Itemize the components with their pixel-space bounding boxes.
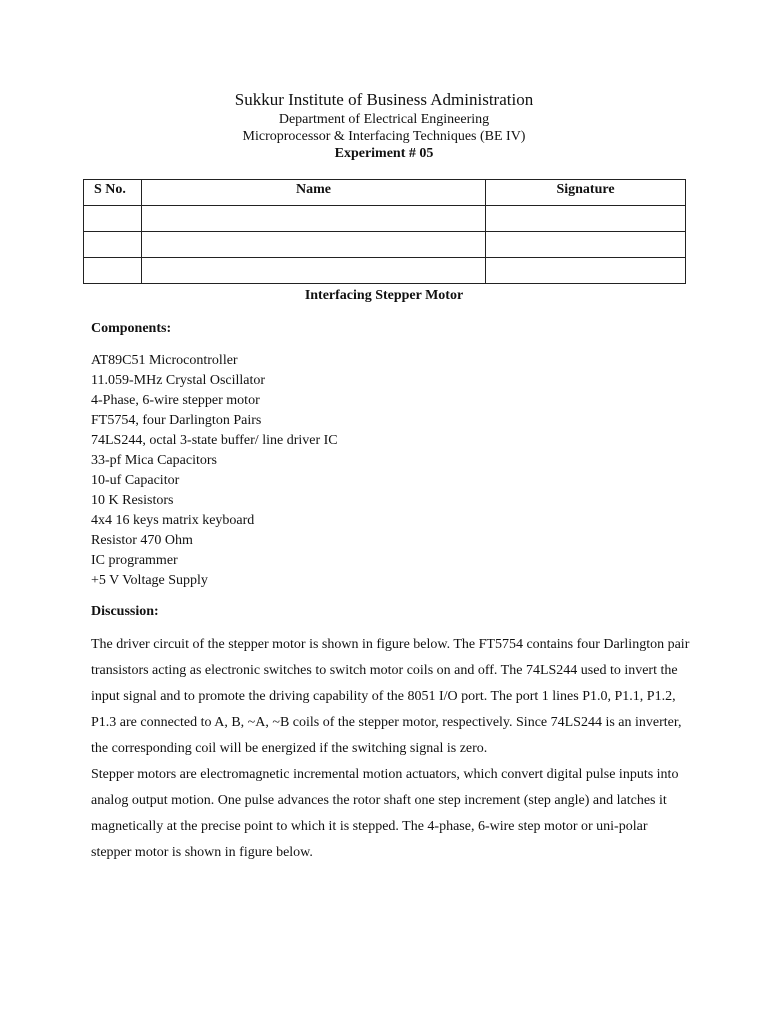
table-cell-signature[interactable] <box>486 232 686 258</box>
list-item: 33-pf Mica Capacitors <box>91 453 217 468</box>
components-list <box>91 351 338 591</box>
institution-title: Sukkur Institute of Business Administration <box>234 90 534 109</box>
signature-table <box>83 179 686 284</box>
list-item: FT5754, four Darlington Pairs <box>91 413 262 428</box>
list-item: IC programmer <box>91 553 178 568</box>
table-cell-signature[interactable] <box>486 206 686 232</box>
table-row <box>84 258 686 284</box>
column-header-sno: S No. <box>84 180 142 206</box>
list-item: 4-Phase, 6-wire stepper motor <box>91 393 260 408</box>
table-row <box>84 206 686 232</box>
discussion-paragraph: The driver circuit of the stepper motor is shown in figure below. The FT5754 contains four Darlington pair transistors acting as electronic switches to switch motor coils on and off. The 74LS244 used to invert the input signal and to promote the driving capability of the 8051 I/O port. The port 1 lines P1.0, P1.1, P1.2, P1.3 are connected to A, B, ~A, ~B coils of the stepper motor, respectively. Since 74LS244 is an inverter, the corresponding coil will be energized if the switching signal is zero. <box>91 637 690 756</box>
discussion-heading: Discussion: <box>91 604 159 619</box>
list-item: 10-uf Capacitor <box>91 473 180 488</box>
table-cell-name[interactable] <box>142 206 486 232</box>
list-item: AT89C51 Microcontroller <box>91 353 238 368</box>
table-cell-sno[interactable] <box>84 258 142 284</box>
table-header-row <box>84 180 686 206</box>
table-cell-sno[interactable] <box>84 206 142 232</box>
list-item: 10 K Resistors <box>91 493 174 508</box>
list-item: 11.059-MHz Crystal Oscillator <box>91 373 266 388</box>
discussion-paragraph: Stepper motors are electromagnetic incremental motion actuators, which convert digital pulse inputs into analog output motion. One pulse advances the rotor shaft one step increment (step angle) and latches it magnetically at the precise point to which it is stepped. The 4-phase, 6-wire step motor or uni-polar stepper motor is shown in figure below. <box>91 767 679 860</box>
department-name: Department of Electrical Engineering <box>278 112 490 127</box>
table-cell-name[interactable] <box>142 232 486 258</box>
discussion-body <box>91 632 691 866</box>
list-item: 4x4 16 keys matrix keyboard <box>91 513 255 528</box>
list-item: Resistor 470 Ohm <box>91 533 193 548</box>
table-cell-sno[interactable] <box>84 232 142 258</box>
course-name: Microprocessor & Interfacing Techniques (BE IV) <box>242 129 526 144</box>
table-row <box>84 232 686 258</box>
list-item: 74LS244, octal 3-state buffer/ line driver IC <box>91 433 338 448</box>
experiment-number: Experiment # 05 <box>334 146 434 161</box>
column-header-name: Name <box>142 180 486 206</box>
table-cell-signature[interactable] <box>486 258 686 284</box>
list-item: +5 V Voltage Supply <box>91 573 208 588</box>
section-title: Interfacing Stepper Motor <box>304 288 464 303</box>
components-heading: Components: <box>91 321 172 336</box>
table-cell-name[interactable] <box>142 258 486 284</box>
column-header-signature: Signature <box>486 180 686 206</box>
